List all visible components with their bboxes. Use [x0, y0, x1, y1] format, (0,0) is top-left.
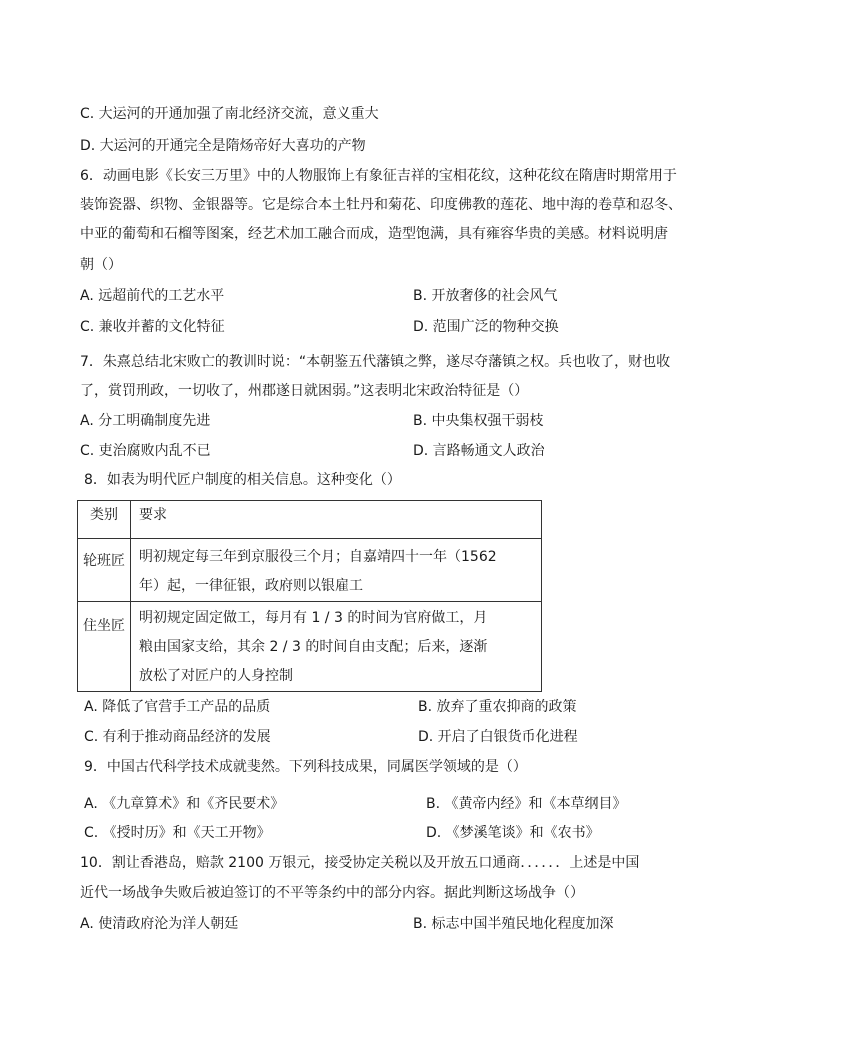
q9-option-d: D. 《梦溪笔谈》和《农书》 [426, 825, 600, 841]
q7-stem-line-1: 7．朱熹总结北宋败亡的教训时说：“本朝鉴五代藩镇之弊，遂尽夺藩镇之权。兵也收了，财也收 [80, 354, 671, 370]
q6-stem-line-3: 中亚的葡萄和石榴等图案，经艺术加工融合而成，造型饱满，具有雍容华贵的美感。材料说明唐 [80, 226, 668, 242]
q6-option-d: D. 范围广泛的物种交换 [413, 319, 559, 335]
q6-stem-line-1: 6．动画电影《长安三万里》中的人物服饰上有象征吉祥的宝相花纹，这种花纹在隋唐时期常用于 [80, 168, 677, 184]
q6-option-c: C. 兼收并蓄的文化特征 [80, 319, 225, 335]
q9-stem: 9．中国古代科学技术成就斐然。下列科技成果，同属医学领域的是（） [84, 759, 527, 775]
requirement-line: 明初规定每三年到京服役三个月；自嘉靖四十一年（1562 [139, 549, 497, 565]
q8-option-d: D. 开启了白银货币化进程 [418, 729, 578, 745]
q10-option-a: A. 使清政府沦为洋人朝廷 [80, 916, 239, 932]
q8-stem: 8．如表为明代匠户制度的相关信息。这种变化（） [84, 472, 401, 488]
q7-option-a: A. 分工明确制度先进 [80, 413, 211, 429]
q8-option-a: A. 降低了官营手工产品的品质 [84, 699, 271, 715]
requirement-line: 年）起，一律征银，政府则以银雇工 [139, 578, 363, 594]
table-header-row [78, 501, 542, 539]
table-cell-category: 轮班匠 [78, 539, 131, 602]
q10-stem-line-1: 10．割让香港岛，赔款 2100 万银元，接受协定关税以及开放五口通商．．．．．．上述是中国 [80, 855, 640, 871]
q7-stem-line-2: 了，赏罚刑政，一切收了，州郡遂日就困弱。”这表明北宋政治特征是（） [80, 383, 529, 399]
q9-option-a: A. 《九章算术》和《齐民要术》 [84, 796, 285, 812]
q8-option-b: B. 放弃了重农抑商的政策 [418, 699, 577, 715]
q7-option-c: C. 吏治腐败内乱不已 [80, 443, 211, 459]
q9-option-c: C. 《授时历》和《天工开物》 [84, 825, 271, 841]
q5-option-d: D. 大运河的开通完全是隋炀帝好大喜功的产物 [80, 138, 366, 154]
q8-option-c: C. 有利于推动商品经济的发展 [84, 729, 271, 745]
table-cell-category: 住坐匠 [78, 602, 131, 692]
q6-stem-line-4: 朝（） [80, 257, 122, 273]
q7-option-b: B. 中央集权强干弱枝 [413, 413, 544, 429]
requirement-line: 放松了对匠户的人身控制 [139, 668, 293, 684]
table-header-category: 类别 [78, 501, 131, 539]
table-header-requirement: 要求 [131, 501, 542, 539]
q5-option-c: C. 大运河的开通加强了南北经济交流，意义重大 [80, 106, 379, 122]
q6-option-b: B. 开放奢侈的社会风气 [413, 288, 558, 304]
table-cell-requirement [131, 602, 542, 692]
table-row [78, 539, 542, 602]
requirement-line: 粮由国家支给，其余 2 / 3 的时间自由支配；后来，逐渐 [139, 639, 488, 655]
q6-stem-line-2: 装饰瓷器、织物、金银器等。它是综合本土牡丹和菊花、印度佛教的莲花、地中海的卷草和忍冬、 [80, 197, 682, 213]
q10-option-b: B. 标志中国半殖民地化程度加深 [413, 916, 614, 932]
q6-option-a: A. 远超前代的工艺水平 [80, 288, 225, 304]
table-cell-requirement [131, 539, 542, 602]
q7-option-d: D. 言路畅通文人政治 [413, 443, 545, 459]
q10-stem-line-2: 近代一场战争失败后被迫签订的不平等条约中的部分内容。据此判断这场战争（） [80, 885, 584, 901]
table-row [78, 602, 542, 692]
requirement-line: 明初规定固定做工，每月有 1 / 3 的时间为官府做工，月 [139, 610, 488, 626]
q9-option-b: B. 《黄帝内经》和《本草纲目》 [426, 796, 627, 812]
craftsman-table [77, 500, 542, 692]
